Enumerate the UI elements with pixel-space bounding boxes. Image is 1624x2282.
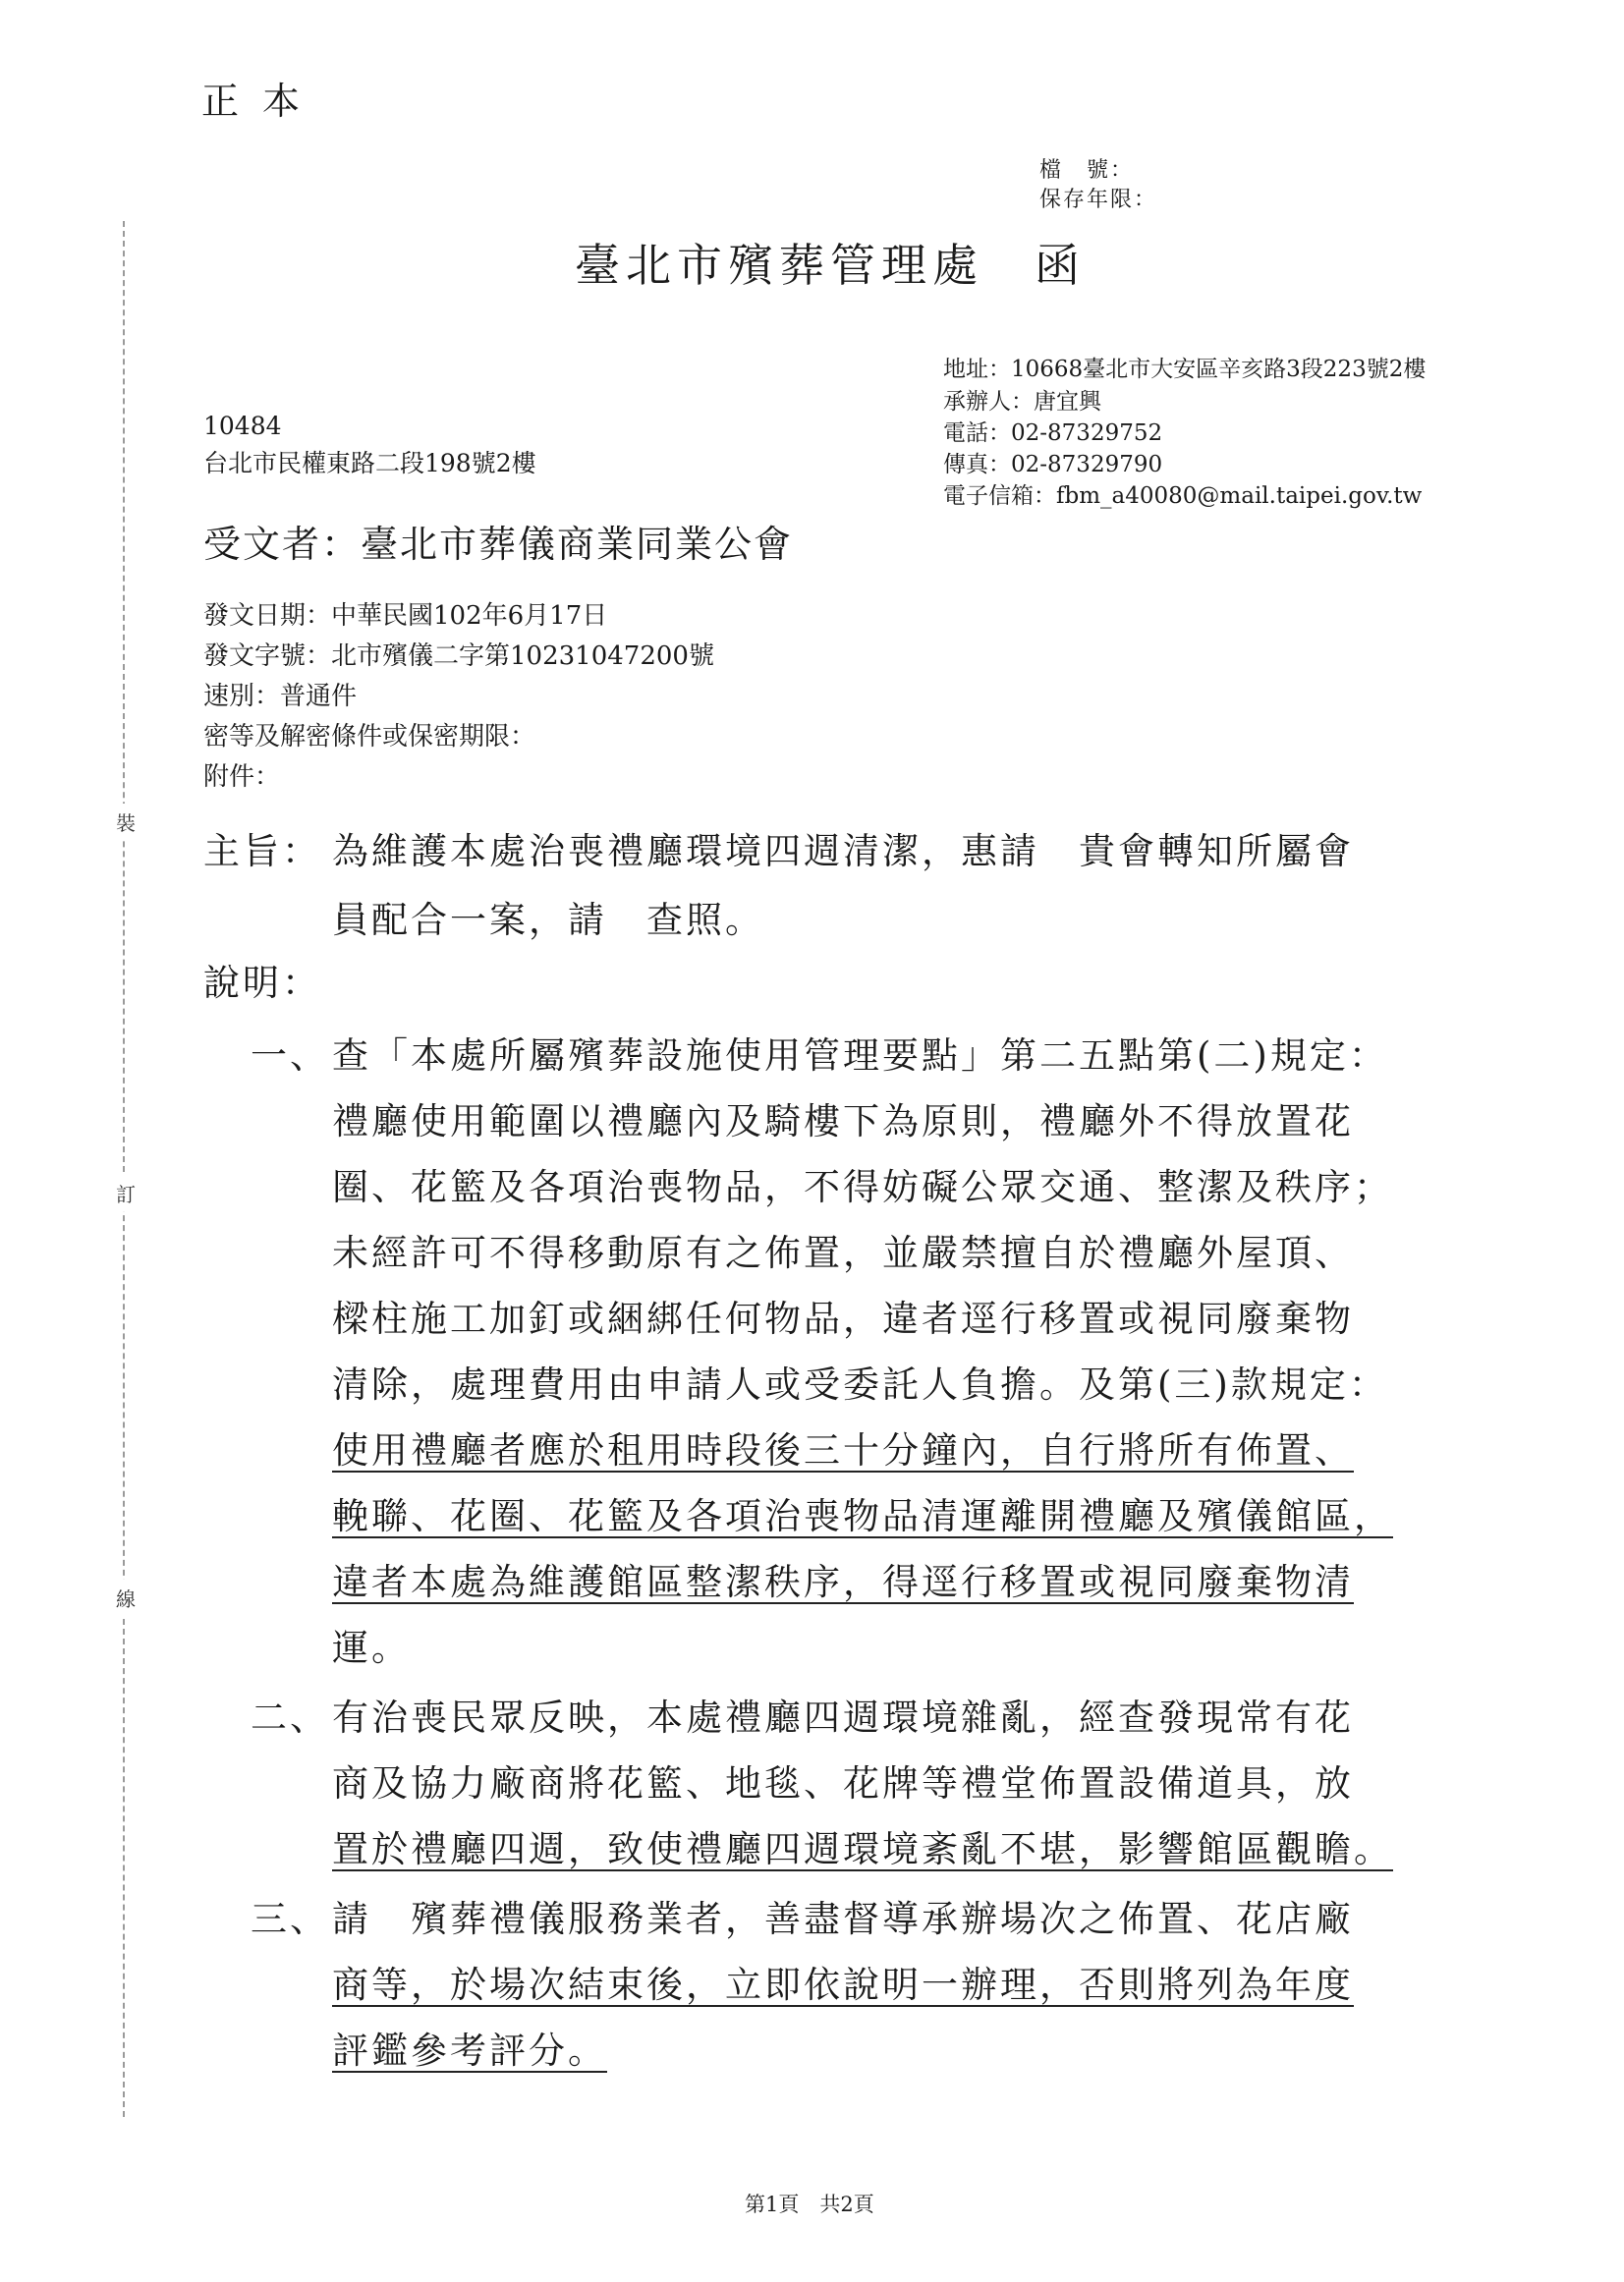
binding-mark-bind: 裝 (116, 804, 136, 840)
recipient: 受文者：臺北市葬儀商業同業公會 (203, 523, 794, 566)
copy-mark: 正本 (201, 80, 324, 123)
item-number: 一、 (251, 1034, 329, 1077)
item-number: 二、 (251, 1697, 329, 1739)
retention-label: 保存年限： (1039, 188, 1158, 212)
item-line: 運。 (332, 1627, 411, 1669)
document-title: 臺北市殯葬管理處 函 (575, 239, 1086, 292)
item-line-underlined: 違者本處為維護館區整潔秩序，得逕行移置或視同廢棄物清 (332, 1561, 1354, 1603)
handler-name: 承辦人：唐宜興 (943, 389, 1101, 415)
security-level: 密等及解密條件或保密期限： (203, 722, 536, 751)
item-number: 三、 (251, 1898, 329, 1940)
subject-line: 為維護本處治喪禮廳環境四週清潔，惠請 貴會轉知所屬會 (332, 830, 1354, 872)
issue-date: 發文日期：中華民國102年6月17日 (203, 601, 608, 631)
binding-mark-stitch: 訂 (116, 1175, 136, 1211)
fax-number: 傳真：02-87329790 (943, 452, 1163, 477)
issue-number: 發文字號：北市殯儀二字第10231047200號 (203, 641, 714, 671)
item-line: 請 殯葬禮儀服務業者，善盡督導承辦場次之佈置、花店廠 (332, 1898, 1354, 1940)
item-line-underlined: 商等，於場次結束後，立即依說明一辦理，否則將列為年度 (332, 1964, 1354, 2006)
email-address: 電子信箱：fbm_a40080@mail.taipei.gov.tw (943, 483, 1423, 509)
item-line: 有治喪民眾反映，本處禮廳四週環境雜亂，經查發現常有花 (332, 1697, 1354, 1739)
item-line-underlined: 使用禮廳者應於租用時段後三十分鐘內，自行將所有佈置、 (332, 1429, 1354, 1472)
item-line-underlined: 評鑑參考評分。 (332, 2030, 607, 2072)
item-line-underlined: 輓聯、花圈、花籃及各項治喪物品清運離開禮廳及殯儀館區， (332, 1495, 1393, 1537)
page-number: 第1頁 共2頁 (745, 2193, 874, 2216)
item-line: 圈、花籃及各項治喪物品，不得妨礙公眾交通、整潔及秩序； (332, 1166, 1393, 1208)
attachments: 附件： (203, 762, 281, 792)
sender-address: 地址：10668臺北市大安區辛亥路3段223號2樓 (943, 357, 1427, 382)
item-line: 清除，處理費用由申請人或受委託人負擔。及第(三)款規定： (332, 1364, 1388, 1406)
item-line: 未經許可不得移動原有之佈置，並嚴禁擅自於禮廳外屋頂、 (332, 1232, 1354, 1274)
recipient-zip: 10484 (203, 412, 282, 440)
binding-mark-line: 線 (116, 1580, 136, 1616)
binding-line (123, 221, 125, 2117)
subject-line: 員配合一案，請 查照。 (332, 899, 764, 941)
subject-label: 主旨： (203, 830, 321, 872)
item-line: 樑柱施工加釘或綑綁任何物品，違者逕行移置或視同廢棄物 (332, 1298, 1354, 1340)
phone-number: 電話：02-87329752 (943, 420, 1163, 446)
recipient-street: 台北市民權東路二段198號2樓 (203, 449, 536, 477)
item-line: 商及協力廠商將花籃、地毯、花牌等禮堂佈置設備道具，放 (332, 1762, 1354, 1805)
explanation-label: 說明： (203, 962, 321, 1004)
item-line: 查「本處所屬殯葬設施使用管理要點」第二五點第(二)規定： (332, 1034, 1388, 1077)
speed-class: 速別：普通件 (203, 682, 358, 711)
item-line: 禮廳使用範圍以禮廳內及騎樓下為原則，禮廳外不得放置花 (332, 1100, 1354, 1142)
item-line-underlined: 置於禮廳四週，致使禮廳四週環境紊亂不堪，影響館區觀瞻。 (332, 1828, 1393, 1870)
file-number-label: 檔 號： (1039, 158, 1135, 183)
